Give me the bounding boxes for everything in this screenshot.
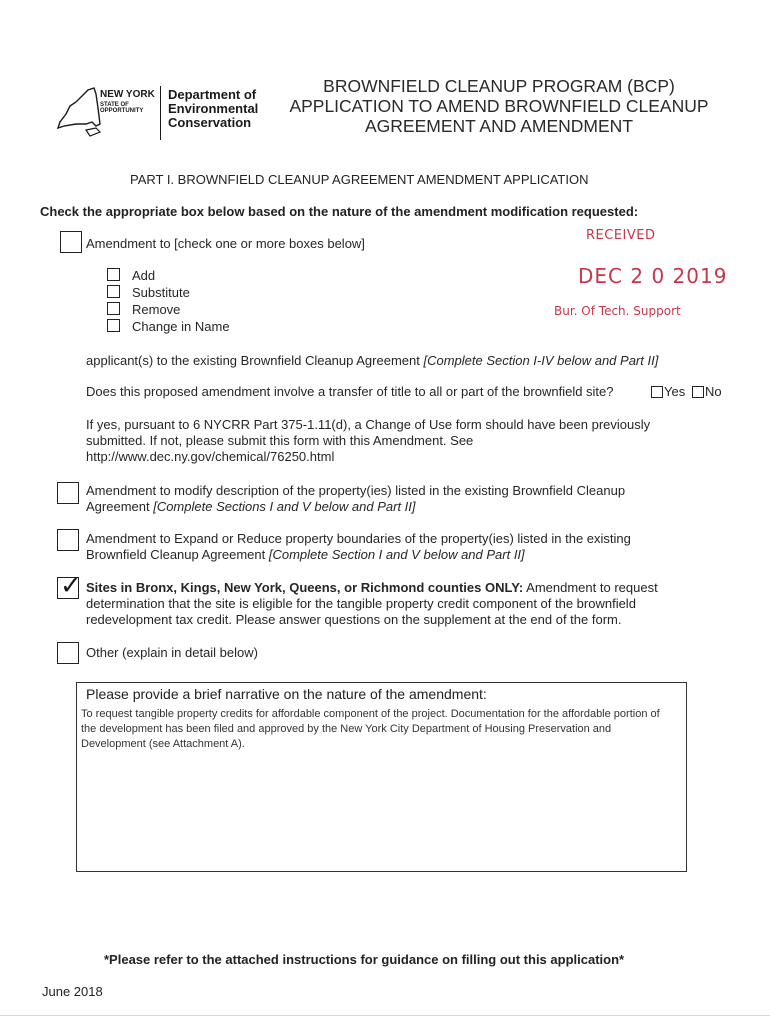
change-in-name-label: Change in Name	[132, 319, 230, 334]
substitute-label: Substitute	[132, 285, 190, 300]
substitute-checkbox[interactable]	[107, 285, 120, 298]
add-label: Add	[132, 268, 156, 283]
modify-description-plain: Agreement	[86, 499, 154, 514]
received-stamp-office: Bur. Of Tech. Support	[554, 304, 681, 318]
modify-description-instruction: [Complete Sections I and V below and Part II]	[153, 499, 416, 514]
amendment-applicant-checkbox[interactable]	[60, 231, 82, 253]
logo-state-tagline: STATE OF OPPORTUNITY	[100, 102, 144, 114]
modify-description-line2	[86, 499, 416, 515]
boroughs-only-text: Sites in Bronx, Kings, New York, Queens, or Richmond counties ONLY:	[86, 580, 524, 595]
transfer-yes-checkbox[interactable]	[651, 386, 663, 398]
instructions-note: *Please refer to the attached instructions for guidance on filling out this application*	[104, 952, 625, 967]
applicant-text-instruction: [Complete Section I-IV below and Part II]	[423, 353, 659, 368]
check-mark-icon: ✓	[60, 571, 82, 601]
tangible-property-credit-line1	[86, 580, 658, 596]
instruction-text: Check the appropriate box below based on the nature of the amendment modification requested:	[40, 204, 639, 219]
remove-label: Remove	[132, 302, 181, 317]
form-title: BROWNFIELD CLEANUP PROGRAM (BCP) APPLICATION TO AMEND BROWNFIELD CLEANUP AGREEMENT AND AMENDMENT	[289, 76, 709, 136]
change-of-use-link[interactable]: http://www.dec.ny.gov/chemical/76250.html	[86, 449, 335, 464]
bottom-rule	[0, 1015, 770, 1016]
other-label: Other (explain in detail below)	[86, 645, 258, 660]
new-york-state-map-icon	[56, 84, 102, 142]
received-stamp-date: DEC 2 0 2019	[578, 264, 728, 288]
tangible-property-credit-line1-rest: Amendment to request	[523, 580, 658, 595]
received-stamp: RECEIVED	[586, 228, 656, 243]
change-of-use-text-line1: If yes, pursuant to 6 NYCRR Part 375-1.11(d), a Change of Use form should have been previously	[86, 417, 651, 432]
expand-reduce-plain: Brownfield Cleanup Agreement	[86, 547, 269, 562]
change-in-name-checkbox[interactable]	[107, 319, 120, 332]
modify-description-checkbox[interactable]	[57, 482, 79, 504]
form-revision-date: June 2018	[42, 984, 103, 999]
logo-department-name: Department of Environmental Conservation	[168, 87, 259, 130]
amendment-applicant-label: Amendment to [check one or more boxes below]	[86, 236, 365, 251]
narrative-heading: Please provide a brief narrative on the nature of the amendment:	[86, 686, 487, 702]
expand-reduce-line2	[86, 547, 525, 563]
expand-reduce-line1: Amendment to Expand or Reduce property boundaries of the property(ies) listed in the existing	[86, 531, 631, 546]
transfer-no-label: No	[705, 384, 722, 399]
nysdec-logo	[56, 84, 271, 144]
remove-checkbox[interactable]	[107, 302, 120, 315]
change-of-use-text-line2: submitted. If not, please submit this form with this Amendment. See	[86, 433, 474, 448]
tangible-property-credit-line3: redevelopment tax credit. Please answer questions on the supplement at the end of the form.	[86, 612, 622, 627]
transfer-question: Does this proposed amendment involve a transfer of title to all or part of the brownfield site?	[86, 384, 614, 399]
expand-reduce-checkbox[interactable]	[57, 529, 79, 551]
tangible-property-credit-line2: determination that the site is eligible for the tangible property credit component of the brownfield	[86, 596, 636, 611]
applicant-text	[86, 353, 658, 369]
expand-reduce-instruction: [Complete Section I and V below and Part II]	[268, 547, 525, 562]
tangible-property-credit-checkbox[interactable]	[57, 571, 82, 601]
modify-description-line1: Amendment to modify description of the property(ies) listed in the existing Brownfield Cleanup	[86, 483, 626, 498]
logo-divider	[160, 86, 161, 140]
other-checkbox[interactable]	[57, 642, 79, 664]
narrative-body: To request tangible property credits for affordable component of the project. Documentation for the affordable portion of the development has been filed and approved by the New York City Department of Housing Preservation and Development (see Attachment A).	[81, 708, 660, 750]
add-checkbox[interactable]	[107, 268, 120, 281]
transfer-yes-label: Yes	[664, 384, 686, 399]
logo-state-name: NEW YORK	[100, 89, 155, 100]
part-title: PART I. BROWNFIELD CLEANUP AGREEMENT AMENDMENT APPLICATION	[130, 172, 589, 187]
applicant-text-plain: applicant(s) to the existing Brownfield Cleanup Agreement	[86, 353, 424, 368]
transfer-no-checkbox[interactable]	[692, 386, 704, 398]
narrative-textarea[interactable]	[76, 682, 687, 872]
